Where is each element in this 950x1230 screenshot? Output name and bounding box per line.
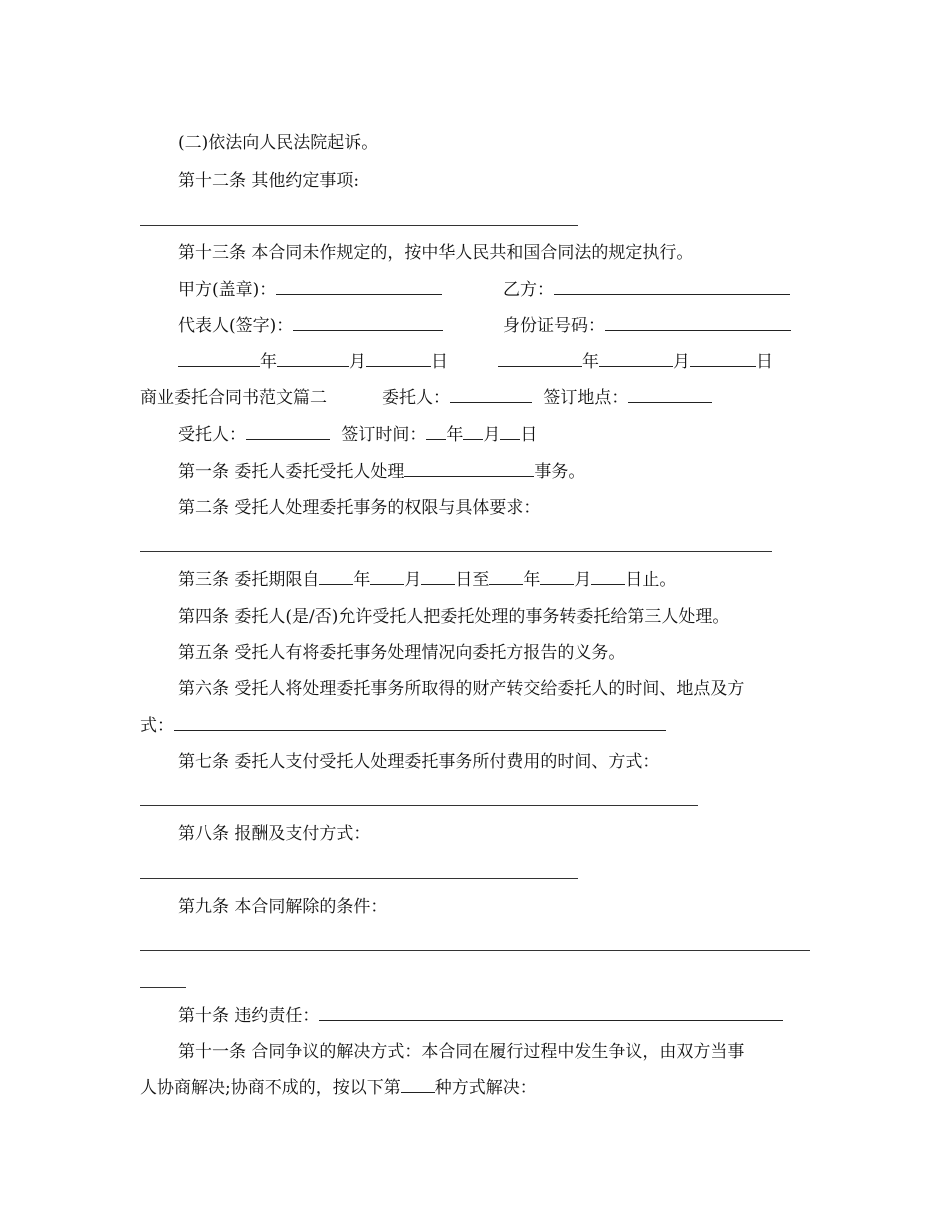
end-month-blank[interactable] xyxy=(540,570,574,585)
article-6-blank[interactable] xyxy=(174,716,666,731)
blank-line-article-12[interactable] xyxy=(140,225,578,226)
article-12: 第十二条 其他约定事项: xyxy=(178,171,360,191)
date-row-b xyxy=(498,351,773,373)
article-2: 第二条 受托人处理委托事务的权限与具体要求： xyxy=(178,498,541,518)
article-10-blank[interactable] xyxy=(319,1006,783,1021)
principal-blank[interactable] xyxy=(450,388,532,403)
article-11-suffix: 种方式解决： xyxy=(434,1078,537,1098)
party-b-row xyxy=(503,279,790,301)
blank-line-article-8[interactable] xyxy=(140,878,578,879)
principal-label: 委托人： xyxy=(382,388,450,408)
year-label: 年 xyxy=(260,352,277,372)
id-number-label: 身份证号码： xyxy=(503,316,605,336)
blank-line-article-9[interactable] xyxy=(140,950,810,951)
year-blank[interactable] xyxy=(498,352,582,367)
year-label: 年 xyxy=(582,352,599,372)
end-year-blank[interactable] xyxy=(489,570,523,585)
article-10 xyxy=(178,1005,783,1027)
sign-day-label: 日 xyxy=(520,425,538,445)
party-a-blank[interactable] xyxy=(276,280,442,295)
start-year-label: 年 xyxy=(353,570,371,590)
article-1-text: 第一条 委托人委托受托人处理 xyxy=(178,462,405,482)
article-1-blank[interactable] xyxy=(404,462,534,477)
date-row-a xyxy=(178,351,448,373)
month-label: 月 xyxy=(673,352,690,372)
month-blank[interactable] xyxy=(277,352,349,367)
start-year-blank[interactable] xyxy=(319,570,353,585)
start-month-label: 月 xyxy=(404,570,422,590)
article-13: 第十三条 本合同未作规定的，按中华人民共和国合同法的规定执行。 xyxy=(178,243,694,263)
blank-line-article-7[interactable] xyxy=(140,805,698,806)
end-day-label: 日止。 xyxy=(625,570,677,590)
article-3-text: 第三条 委托期限自 xyxy=(178,570,320,590)
sign-year-label: 年 xyxy=(446,425,464,445)
article-7: 第七条 委托人支付受托人处理委托事务所付费用的时间、方式： xyxy=(178,752,660,772)
day-label: 日 xyxy=(431,352,448,372)
blank-line-article-2[interactable] xyxy=(140,551,772,552)
representative-row xyxy=(178,315,443,337)
end-day-blank[interactable] xyxy=(591,570,625,585)
representative-label: 代表人(签字)： xyxy=(178,316,294,336)
party-b-blank[interactable] xyxy=(554,280,790,295)
article-5: 第五条 受托人有将委托事务处理情况向委托方报告的义务。 xyxy=(178,643,626,663)
article-3 xyxy=(178,569,676,591)
article-9: 第九条 本合同解除的条件： xyxy=(178,897,388,917)
clause-2-lawsuit: (二)依法向人民法院起诉。 xyxy=(178,133,379,153)
start-month-blank[interactable] xyxy=(370,570,404,585)
end-year-label: 年 xyxy=(523,570,541,590)
party-a-label: 甲方(盖章)： xyxy=(178,280,277,300)
article-4: 第四条 委托人(是/否)允许受托人把委托处理的事务转委托给第三人处理。 xyxy=(178,607,730,627)
principal-row xyxy=(382,387,712,409)
article-1 xyxy=(178,461,585,483)
agent-blank[interactable] xyxy=(246,425,330,440)
article-8: 第八条 报酬及支付方式： xyxy=(178,824,371,844)
article-6-tail: 式： xyxy=(140,716,174,736)
article-6-line-1: 第六条 受托人将处理委托事务所取得的财产转交给委托人的时间、地点及方 xyxy=(178,679,745,699)
start-day-blank[interactable] xyxy=(421,570,455,585)
blank-line-article-9-cont[interactable] xyxy=(140,987,186,988)
sign-place-label: 签订地点： xyxy=(543,388,629,408)
article-11-text: 人协商解决;协商不成的，按以下第 xyxy=(140,1078,401,1098)
representative-blank[interactable] xyxy=(293,316,443,331)
agent-label: 受托人： xyxy=(178,425,246,445)
agent-row xyxy=(178,424,537,446)
party-b-label: 乙方： xyxy=(503,280,554,300)
article-11-line-1: 第十一条 合同争议的解决方式：本合同在履行过程中发生争议，由双方当事 xyxy=(178,1042,745,1062)
article-10-text: 第十条 违约责任： xyxy=(178,1006,320,1026)
article-11-line-2 xyxy=(140,1077,537,1099)
article-11-blank[interactable] xyxy=(401,1078,435,1093)
sign-month-label: 月 xyxy=(483,425,501,445)
article-1-suffix: 事务。 xyxy=(534,462,586,482)
sign-month-blank[interactable] xyxy=(463,425,483,440)
year-blank[interactable] xyxy=(178,352,260,367)
month-blank[interactable] xyxy=(599,352,673,367)
day-blank[interactable] xyxy=(690,352,756,367)
id-number-row xyxy=(503,315,791,337)
article-6-line-2 xyxy=(140,715,666,737)
sign-time-label: 签订时间： xyxy=(341,425,427,445)
party-a-row xyxy=(178,279,442,301)
end-month-label: 月 xyxy=(574,570,592,590)
contract-two-title: 商业委托合同书范文篇二 xyxy=(140,388,327,408)
id-number-blank[interactable] xyxy=(605,316,791,331)
start-day-to-label: 日至 xyxy=(455,570,490,590)
month-label: 月 xyxy=(349,352,366,372)
day-label: 日 xyxy=(756,352,773,372)
sign-place-blank[interactable] xyxy=(628,388,712,403)
sign-day-blank[interactable] xyxy=(500,425,520,440)
day-blank[interactable] xyxy=(366,352,431,367)
sign-year-blank[interactable] xyxy=(426,425,446,440)
